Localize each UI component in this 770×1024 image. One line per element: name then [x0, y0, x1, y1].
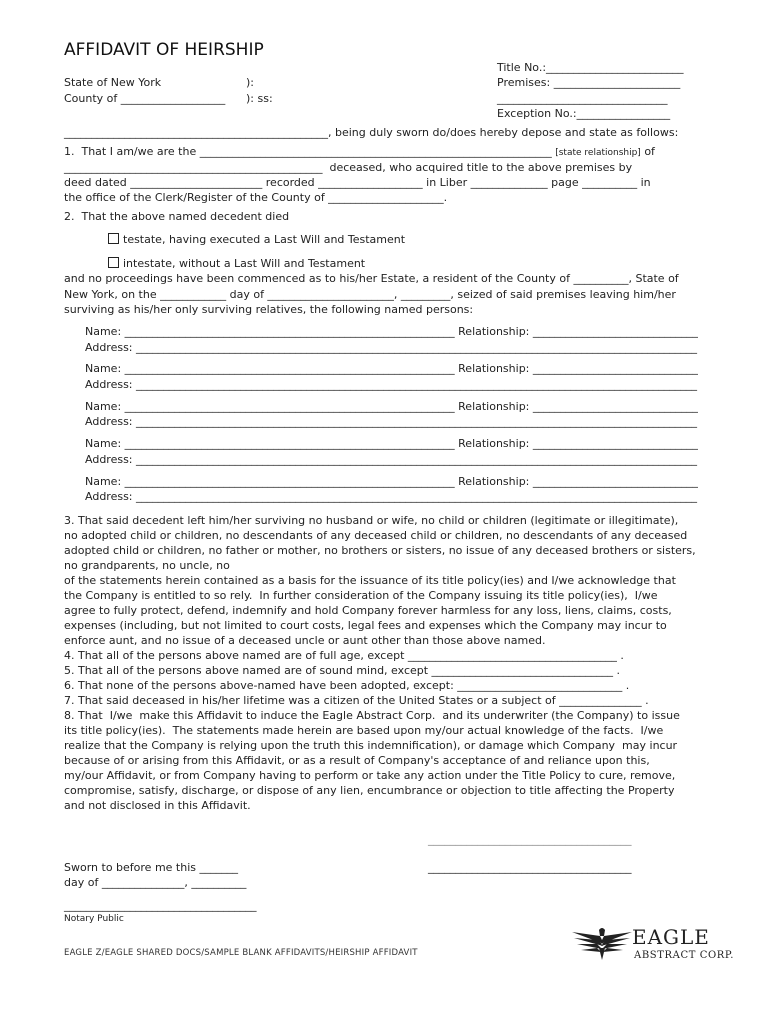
person-1-address: Address: ______________________________________________________________________________________________________: [85, 341, 698, 354]
person-2-address: Address: ______________________________________________________________________________________________________: [85, 378, 698, 391]
exception-no-field: Exception No.:_________________: [497, 107, 671, 120]
testate-label: testate, having executed a Last Will and Testament: [123, 233, 406, 246]
person-2-name: Name: ____________________________________________________________ Relationship: ______________________________: [85, 362, 698, 375]
premises-continuation: _______________________________: [497, 92, 668, 105]
para3-line: no adopted child or children, no descendants of any deceased child or children, no descendants of any deceased: [64, 529, 688, 542]
sworn-day-line: day of _______________, __________: [64, 876, 247, 889]
testate-checkbox[interactable]: [108, 233, 119, 244]
person-4-address: Address: ______________________________________________________________________________________________________: [85, 453, 698, 466]
para3-line: agree to fully protect, defend, indemnify and hold Company forever harmless for any loss, liens, claims, costs,: [64, 604, 672, 617]
document-title: AFFIDAVIT OF HEIRSHIP: [64, 40, 264, 60]
para4: 4. That all of the persons above named are of full age, except ______________________________________ .: [64, 649, 624, 662]
notary-public-label: Notary Public: [64, 914, 124, 924]
para1-line4: the office of the Clerk/Register of the County of _____________________.: [64, 191, 448, 204]
para8-line: because of or arising from this Affidavit, or as a result of Company's acceptance of and reliance upon this,: [64, 754, 650, 767]
para2-line2: and no proceedings have been commenced as to his/her Estate, a resident of the County of __________, State of: [64, 272, 679, 285]
title-no-field: Title No.:_________________________: [497, 61, 684, 74]
logo-wordmark: EAGLE: [632, 925, 710, 949]
county-line: County of ___________________: [64, 92, 226, 105]
person-3-name: Name: ____________________________________________________________ Relationship: ______________________________: [85, 400, 698, 413]
para1-line2: _______________________________________________ deceased, who acquired title to the above premises by: [64, 161, 633, 174]
state-colon: ):: [246, 76, 254, 89]
person-1-name: Name: ____________________________________________________________ Relationship: ______________________________: [85, 325, 698, 338]
para2-line1: 2. That the above named decedent died: [64, 210, 290, 223]
para1-line1: [64, 145, 655, 160]
intestate-checkbox[interactable]: [108, 257, 119, 268]
para2-line4: surviving as his/her only surviving relatives, the following named persons:: [64, 303, 474, 316]
para3-line: adopted child or children, no father or mother, no brothers or sisters, no issue of any deceased brothers or sisters,: [64, 544, 696, 557]
para2-line3: New York, on the ____________ day of _______________________, _________, seized of said premises leaving him/her: [64, 288, 676, 301]
deponent-line: ________________________________________________, being duly sworn do/does hereby depose and state as follows:: [64, 126, 679, 139]
para8-line: and not disclosed in this Affidavit.: [64, 799, 251, 812]
para6: 6. That none of the persons above-named have been adopted, except: ______________________________ .: [64, 679, 630, 692]
para1-line1-text: 1. That I am/we are the ________________________________________________________________: [64, 145, 552, 158]
para8-line: its title policy(ies). The statements made herein are based upon my/our actual knowledge of the facts. I/we: [64, 724, 664, 737]
para3-line: enforce aunt, and no issue of a deceased uncle or aunt other than those above named.: [64, 634, 546, 647]
para3-line: 3. That said decedent left him/her surviving no husband or wife, no child or children (legitimate or illegitimate),: [64, 514, 679, 527]
logo-subtitle: ABSTRACT CORP.: [634, 950, 735, 961]
para8-line: realize that the Company is relying upon the truth this indemnification), or damage which Company may incur: [64, 739, 678, 752]
state-line: State of New York: [64, 76, 162, 89]
notary-signature-line: ___________________________________: [64, 899, 257, 912]
para8-line: my/our Affidavit, or from Company having to perform or take any action under the Title Policy to cure, remove,: [64, 769, 676, 782]
intestate-option: [108, 257, 365, 271]
para3-line: expenses (including, but not limited to court costs, legal fees and expenses which the Company may incur to: [64, 619, 667, 632]
para5: 5. That all of the persons above named are of sound mind, except _________________________________ .: [64, 664, 621, 677]
para3-line: of the statements herein contained as a basis for the issuance of its title policy(ies) and I/we acknowledge that: [64, 574, 676, 587]
state-relationship-hint: [state relationship]: [555, 148, 641, 158]
para1-of: of: [644, 145, 655, 158]
signature-line-1: _____________________________________: [428, 833, 632, 846]
intestate-label: intestate, without a Last Will and Testament: [123, 257, 366, 270]
sworn-line: Sworn to before me this _______: [64, 861, 238, 874]
para1-line3: deed dated ________________________ recorded ___________________ in Liber ______________ page __________ in: [64, 176, 651, 189]
para8-line: compromise, satisfy, discharge, or dispose of any lien, encumbrance or objection to title affecting the Property: [64, 784, 675, 797]
document-path: EAGLE Z/EAGLE SHARED DOCS/SAMPLE BLANK AFFIDAVITS/HEIRSHIP AFFIDAVIT: [64, 948, 418, 958]
para3-line: no grandparents, no uncle, no: [64, 559, 230, 572]
premises-field: Premises: _______________________: [497, 76, 681, 89]
person-5-address: Address: ______________________________________________________________________________________________________: [85, 490, 698, 503]
para3-line: the Company is entitled to so rely. In further consideration of the Company issuing its title policy(ies), I/we: [64, 589, 658, 602]
person-4-name: Name: ____________________________________________________________ Relationship: ______________________________: [85, 437, 698, 450]
testate-option: [108, 233, 405, 247]
signature-line-2: _____________________________________: [428, 861, 632, 874]
para8-line: 8. That I/we make this Affidavit to induce the Eagle Abstract Corp. and its underwriter (the Company) to issue: [64, 709, 680, 722]
person-5-name: Name: ____________________________________________________________ Relationship: ______________________________: [85, 475, 698, 488]
county-colon: ): ss:: [246, 92, 273, 105]
person-3-address: Address: ______________________________________________________________________________________________________: [85, 415, 698, 428]
para7: 7. That said deceased in his/her lifetime was a citizen of the United States or a subject of _______________ .: [64, 694, 649, 707]
